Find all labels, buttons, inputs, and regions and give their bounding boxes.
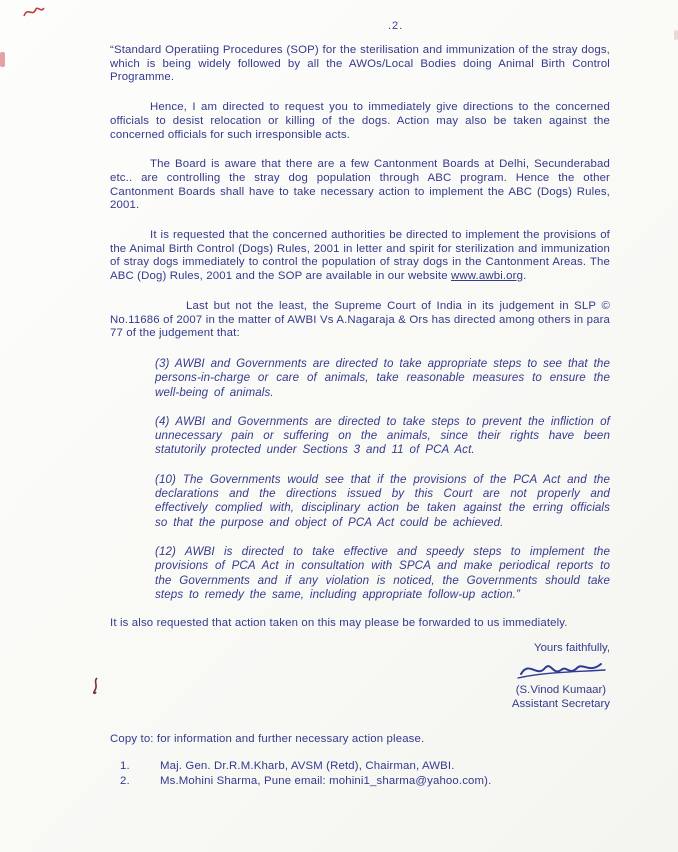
paragraph-request-directions: Hence, I am directed to request you to immediately give directions to the concerned officials to desist relocation or killing of the dogs. Action may also be taken against the concerned officials for such irresponsible acts. <box>110 101 610 141</box>
scan-artifact-edge-mark <box>0 52 5 67</box>
scan-artifact-smudge <box>674 30 678 40</box>
paragraph-abc-implementation <box>110 229 610 284</box>
paragraph-cantonment-boards: The Board is aware that there are a few Cantonment Boards at Delhi, Secunderabad etc.. are controlling the stray dog population through ABC program. Hence the other Cantonment Boards shall have to take necessary action to implement the ABC (Dogs) Rules, 2001. <box>110 158 610 212</box>
signature-block <box>512 641 610 711</box>
copy-item-text: Ms.Mohini Sharma, Pune email: mohini1_sharma@yahoo.com). <box>160 775 492 788</box>
signatory-title: Assistant Secretary <box>511 697 610 710</box>
copy-to-label: Copy to: for information and further necessary action please. <box>110 732 425 745</box>
court-direction-para-12: (12) AWBI is directed to take effective and speedy steps to implement the provisions of PCA Act in consultation with SPCA and make periodical reports to the Governments and if any violation is noticed, the Governments should take steps to remedy the same, including appropriate follow-up action.” <box>155 544 610 601</box>
paragraph-sop: “Standard Operatiing Procedures (SOP) for the sterilisation and immunization of the stray dogs, which is being widely followed by all the AWOs/Local Bodies doing Animal Birth Control Programme. <box>110 44 610 84</box>
court-direction-para-4: (4) AWBI and Governments are directed to take steps to prevent the infliction of unnecessary pain or suffering on the animals, since their rights have been statutorily protected under Sections 3 and 11 of PCA Act. <box>155 414 610 457</box>
copy-item-number: 1. <box>120 759 130 772</box>
closing-request: It is also requested that action taken on this may please be forwarded to us immediately. <box>110 617 568 630</box>
awbi-website-link: www.awbi.org <box>451 270 524 283</box>
valediction: Yours faithfully, <box>534 641 610 654</box>
page-number: .2. <box>388 20 404 32</box>
paragraph-text: It is requested that the concerned authorities be directed to implement the provisions of the Animal Birth Control (Dogs) Rules, 2001 in letter and spirit for sterilization and immunization of stray dogs immediately to control the population of stray dogs in the Cantonment Areas. The ABC (Dog) Rules, 2001 and the SOP are available in our website <box>110 229 610 283</box>
copy-item-text: Maj. Gen. Dr.R.M.Kharb, AVSM (Retd), Chairman, AWBI. <box>160 759 455 772</box>
scan-artifact-red-scribble <box>22 4 46 20</box>
court-direction-para-10: (10) The Governments would see that if the provisions of the PCA Act and the declarations and the directions issued by this Court are not properly and effectively complied with, disciplinary action be taken against the erring officials so that the purpose and object of PCA Act could be achieved. <box>155 472 610 529</box>
signatory-name: (S.Vinod Kumaar) <box>515 683 607 696</box>
letter-body <box>110 44 610 790</box>
paragraph-supreme-court: Last but not the least, the Supreme Court of India in its judgement in SLP © No.11686 of 2007 in the matter of AWBI Vs A.Nagaraja & Ors has directed among others in para 77 of the judgement that: <box>110 299 610 340</box>
copy-to-item <box>120 759 610 775</box>
copy-item-number: 2. <box>120 775 130 788</box>
copy-to-list <box>120 759 610 790</box>
handwritten-signature <box>515 657 607 685</box>
paragraph-text-suffix: . <box>523 270 527 283</box>
court-direction-para-3: (3) AWBI and Governments are directed to take appropriate steps to see that the persons-in-charge or care of animals, take reasonable measures to ensure the well-being of animals. <box>155 356 610 399</box>
copy-to-item <box>120 774 610 790</box>
scan-artifact-pen-mark <box>90 676 102 696</box>
